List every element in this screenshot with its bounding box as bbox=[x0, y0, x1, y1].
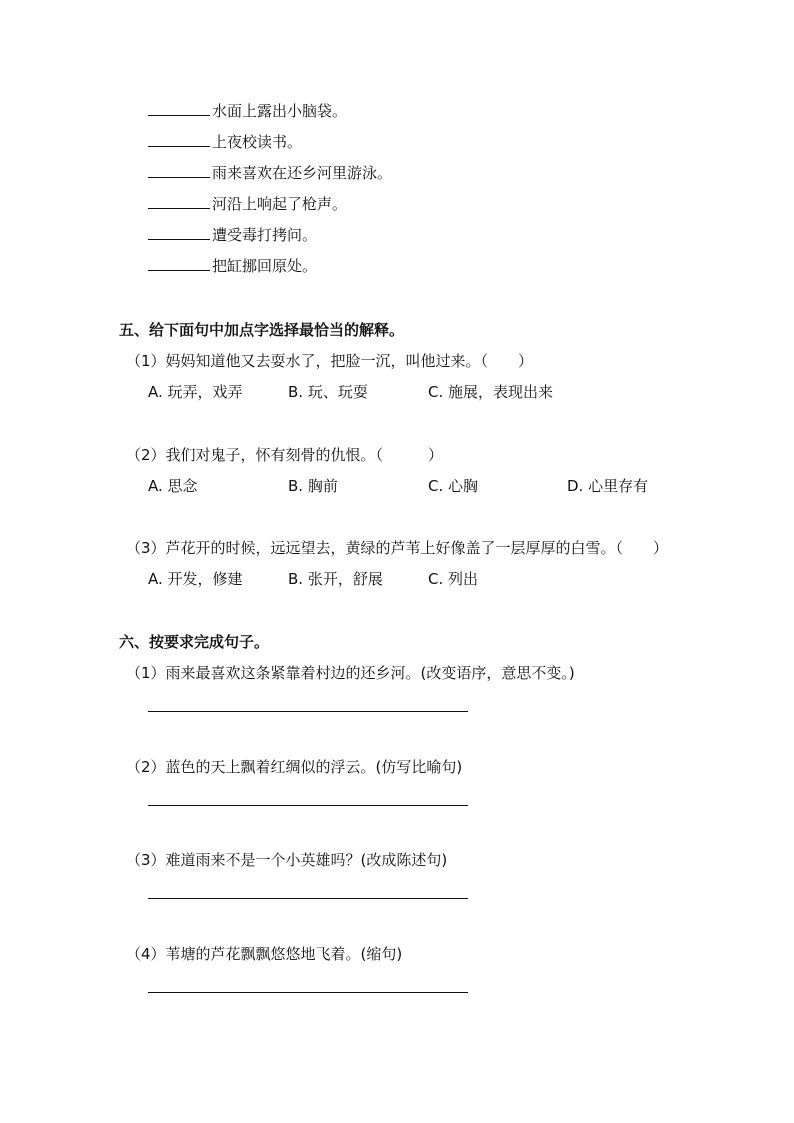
section-5-title: 五、给下面句中加点字选择最恰当的解释。 bbox=[119, 321, 405, 339]
answer-line-6-1[interactable] bbox=[148, 711, 468, 712]
fill-blank-line-2 bbox=[148, 132, 302, 152]
option-5-1-a[interactable]: A. 玩弄，戏弄 bbox=[148, 383, 243, 401]
option-5-2-b[interactable]: B. 胸前 bbox=[288, 477, 338, 495]
fill-blank-line-6 bbox=[148, 256, 317, 276]
fill-blank-text: 把缸挪回原处。 bbox=[212, 257, 318, 275]
blank-underline[interactable] bbox=[148, 225, 210, 240]
answer-line-6-3[interactable] bbox=[148, 898, 468, 899]
question-5-3: （3）芦花开的时候，远远望去，黄绿的芦苇上好像盖了一层厚厚的白雪。（ ） bbox=[126, 539, 669, 557]
option-5-3-c[interactable]: C. 列出 bbox=[428, 570, 479, 588]
blank-underline[interactable] bbox=[148, 256, 210, 271]
fill-blank-text: 上夜校读书。 bbox=[212, 133, 303, 151]
fill-blank-line-4 bbox=[148, 194, 347, 214]
question-5-2: （2）我们对鬼子，怀有刻骨的仇恨。（ ） bbox=[126, 446, 444, 464]
fill-blank-text: 雨来喜欢在还乡河里游泳。 bbox=[212, 164, 393, 182]
option-5-1-b[interactable]: B. 玩、玩耍 bbox=[288, 383, 368, 401]
question-5-1: （1）妈妈知道他又去耍水了，把脸一沉，叫他过来。（ ） bbox=[126, 352, 534, 370]
blank-underline[interactable] bbox=[148, 194, 210, 209]
option-5-2-a[interactable]: A. 思念 bbox=[148, 477, 198, 495]
question-6-4: （4）苇塘的芦花飘飘悠悠地飞着。(缩句) bbox=[126, 945, 403, 963]
option-5-2-d[interactable]: D. 心里存有 bbox=[567, 477, 649, 495]
question-6-3: （3）难道雨来不是一个小英雄吗？(改成陈述句) bbox=[126, 851, 448, 869]
option-5-1-c[interactable]: C. 施展，表现出来 bbox=[428, 383, 554, 401]
fill-blank-line-5 bbox=[148, 225, 317, 245]
section-6-title: 六、按要求完成句子。 bbox=[119, 633, 270, 651]
fill-blank-line-3 bbox=[148, 163, 392, 183]
fill-blank-text: 水面上露出小脑袋。 bbox=[212, 102, 348, 120]
fill-blank-text: 遭受毒打拷问。 bbox=[212, 226, 318, 244]
blank-underline[interactable] bbox=[148, 101, 210, 116]
option-5-3-b[interactable]: B. 张开，舒展 bbox=[288, 570, 383, 588]
option-5-3-a[interactable]: A. 开发，修建 bbox=[148, 570, 243, 588]
question-6-1: （1）雨来最喜欢这条紧靠着村边的还乡河。(改变语序，意思不变。) bbox=[126, 664, 575, 682]
blank-underline[interactable] bbox=[148, 163, 210, 178]
blank-underline[interactable] bbox=[148, 132, 210, 147]
fill-blank-text: 河沿上响起了枪声。 bbox=[212, 195, 348, 213]
option-5-2-c[interactable]: C. 心胸 bbox=[428, 477, 479, 495]
answer-line-6-2[interactable] bbox=[148, 805, 468, 806]
question-6-2: （2）蓝色的天上飘着红绸似的浮云。(仿写比喻句) bbox=[126, 758, 463, 776]
fill-blank-line-1 bbox=[148, 101, 347, 121]
answer-line-6-4[interactable] bbox=[148, 992, 468, 993]
